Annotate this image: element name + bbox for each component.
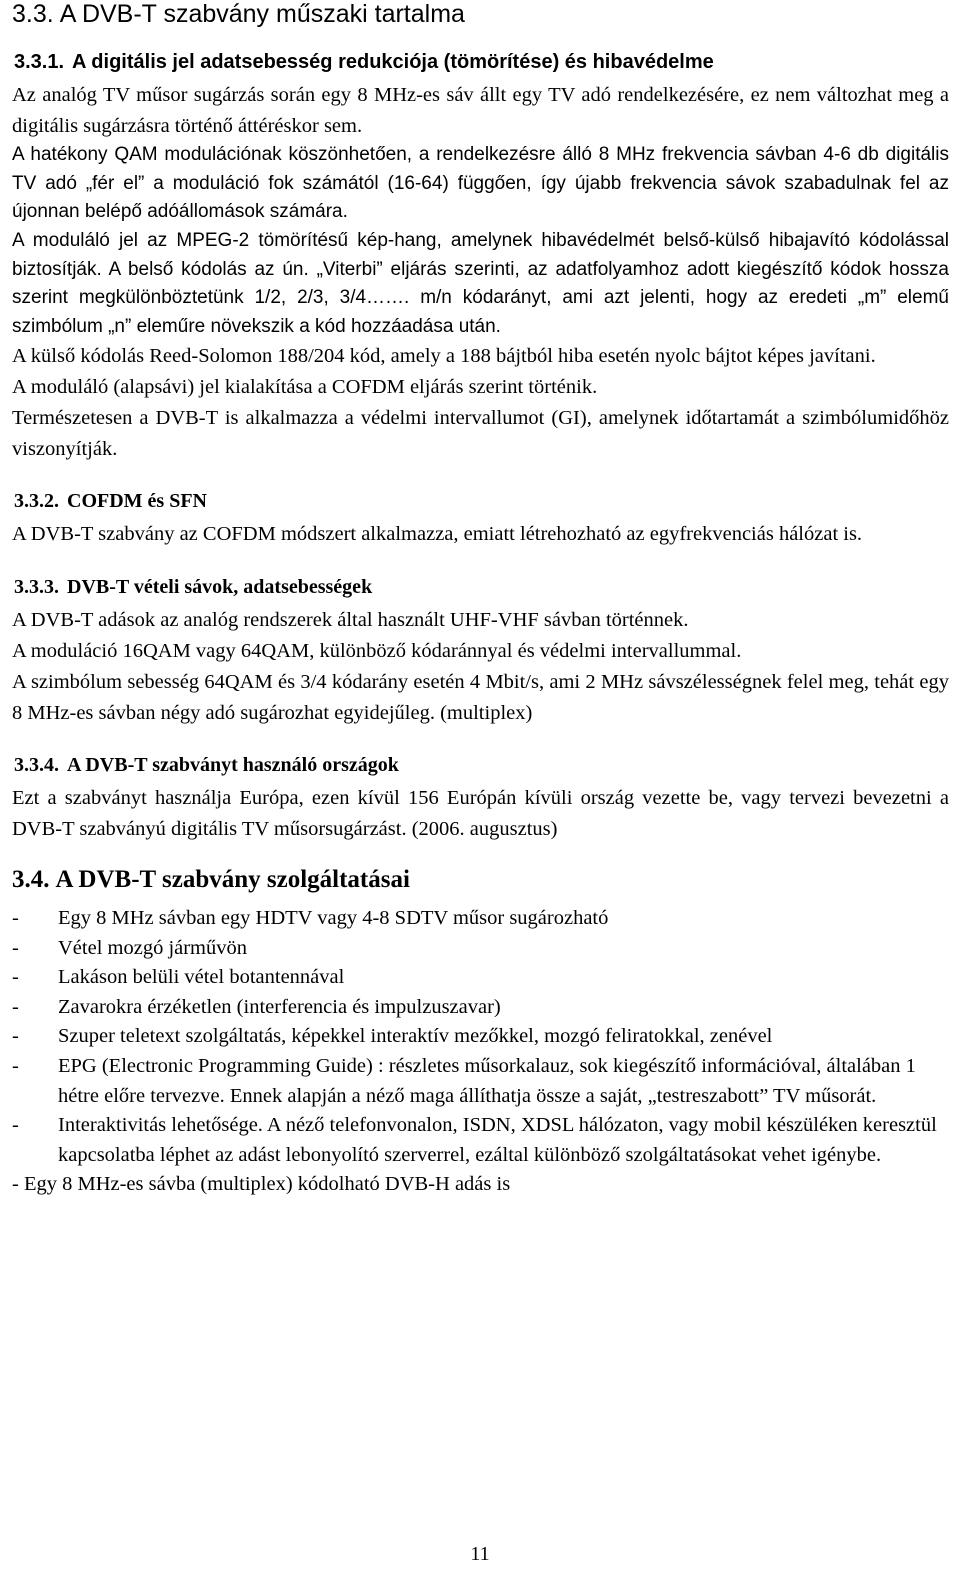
paragraph: Ezt a szabványt használja Európa, ezen kívül 156 Európán kívüli ország vezette be, vagy tervezi bevezetni a DVB-T szabványú digitális TV műsorsugárzást. (2006. augusztus)	[12, 787, 949, 840]
heading-number: 3.3.2.	[14, 490, 59, 512]
list-item	[12, 1052, 949, 1111]
bullet-dash: -	[12, 966, 19, 989]
heading-3-4	[12, 866, 410, 894]
heading-3-3-2	[14, 490, 207, 513]
bullet-dash: -	[12, 936, 19, 959]
page-number: 11	[470, 1543, 490, 1565]
heading-title: A DVB-T szabványt használó országok	[67, 754, 399, 776]
bullet-dash: -	[12, 1025, 19, 1048]
bullet-dash: -	[12, 1114, 19, 1137]
paragraph: A hatékony QAM modulációnak köszönhetően, a rendelkezésre álló 8 MHz frekvencia sávban 4-6 db digitális TV adó „fér el” a moduláció fok számától (16-64) függően, így újabb frekvencia sávok szabadulnak fel az újonnan belépő adóállomások számára.	[12, 144, 949, 223]
list-item-text: - Egy 8 MHz-es sávba (multiplex) kódolható DVB-H adás is	[12, 1173, 511, 1196]
heading-3-3-1	[14, 51, 714, 74]
list-item	[12, 1170, 949, 1200]
bullet-dash: -	[12, 995, 19, 1018]
heading-3-3	[12, 0, 465, 29]
heading-number: 3.4.	[12, 866, 50, 893]
heading-title: DVB-T vételi sávok, adatsebességek	[67, 576, 373, 598]
heading-title: COFDM és SFN	[67, 490, 207, 512]
paragraph: A moduláció 16QAM vagy 64QAM, különböző kódaránnyal és védelmi intervallummal.	[12, 640, 742, 662]
paragraph: A külső kódolás Reed-Solomon 188/204 kód, amely a 188 bájtból hiba esetén nyolc bájtot képes javítani.	[12, 345, 876, 367]
bullet-dash: -	[12, 907, 19, 929]
heading-number: 3.3.4.	[14, 754, 59, 776]
heading-number: 3.3.	[12, 0, 54, 28]
list-item	[12, 1111, 949, 1170]
list-item	[12, 993, 949, 1023]
list-item	[12, 904, 949, 934]
paragraph: A moduláló (alapsávi) jel kialakítása a COFDM eljárás szerint történik.	[12, 376, 598, 398]
list-item-text: EPG (Electronic Programming Guide) : részletes műsorkalauz, sok kiegészítő információval, általában 1 hétre előre tervezve. Ennek alapján a néző maga állíthatja össze a saját, „testreszabott” TV műsorát.	[58, 1054, 916, 1107]
list-item-text: Zavarokra érzéketlen (interferencia és impulzuszavar)	[58, 995, 501, 1018]
heading-3-3-3	[14, 576, 372, 599]
list-item	[12, 934, 949, 964]
bullet-dash: -	[12, 1054, 19, 1077]
paragraph: A moduláló jel az MPEG-2 tömörítésű kép-hang, amelynek hibavédelmét belső-külső hibajavító kódolással biztosítják. A belső kódolás az ún. „Viterbi” eljárás szerinti, az adatfolyamhoz adott kiegészítő kódok hossza szerint megkülönböztetünk 1/2, 2/3, 3/4……. m/n kódarányt, ami azt jelenti, hogy az eredeti „m” elemű szimbólum „n” eleműre növekszik a kód hozzáadása után.	[12, 230, 949, 337]
list-item-text: Interaktivitás lehetősége. A néző telefonvonalon, ISDN, XDSL hálózaton, vagy mobil készüléken keresztül kapcsolatba léphet az adást lebonyolító szerverrel, ezáltal különböző szolgáltatásokat vehet igénybe.	[58, 1114, 937, 1166]
list-item-text: Szuper teletext szolgáltatás, képekkel interaktív mezőkkel, mozgó feliratokkal, zenével	[58, 1025, 773, 1048]
list-item-text: Egy 8 MHz sávban egy HDTV vagy 4-8 SDTV műsor sugározható	[58, 907, 609, 929]
paragraph: Az analóg TV műsor sugárzás során egy 8 MHz-es sáv állt egy TV adó rendelkezésére, ez nem változhat meg a digitális sugárzásra történő áttéréskor sem.	[12, 84, 949, 137]
paragraph: A DVB-T szabvány az COFDM módszert alkalmazza, emiatt létrehozható az egyfrekvenciás hálózat is.	[12, 523, 863, 545]
paragraph: Természetesen a DVB-T is alkalmazza a védelmi intervallumot (GI), amelynek időtartamát a szimbólumidőhöz viszonyítják.	[12, 407, 949, 460]
heading-number: 3.3.3.	[14, 576, 59, 598]
heading-number: 3.3.1.	[14, 51, 65, 73]
heading-title: A DVB-T szabvány műszaki tartalma	[59, 0, 465, 28]
heading-3-3-4	[14, 754, 399, 777]
services-list	[12, 904, 949, 1200]
heading-title: A DVB-T szabvány szolgáltatásai	[55, 866, 410, 893]
paragraph: A DVB-T adások az analóg rendszerek által használt UHF-VHF sávban történnek.	[12, 609, 689, 631]
list-item-text: Lakáson belüli vétel botantennával	[58, 966, 345, 989]
list-item	[12, 1022, 949, 1052]
paragraph: A szimbólum sebesség 64QAM és 3/4 kódarány esetén 4 Mbit/s, ami 2 MHz sávszélességnek felel meg, tehát egy 8 MHz-es sávban négy adó sugározhat egyidejűleg. (multiplex)	[12, 671, 949, 724]
list-item-text: Vétel mozgó járművön	[58, 936, 248, 959]
list-item	[12, 963, 949, 993]
heading-title: A digitális jel adatsebesség redukciója (tömörítése) és hibavédelme	[72, 51, 714, 73]
